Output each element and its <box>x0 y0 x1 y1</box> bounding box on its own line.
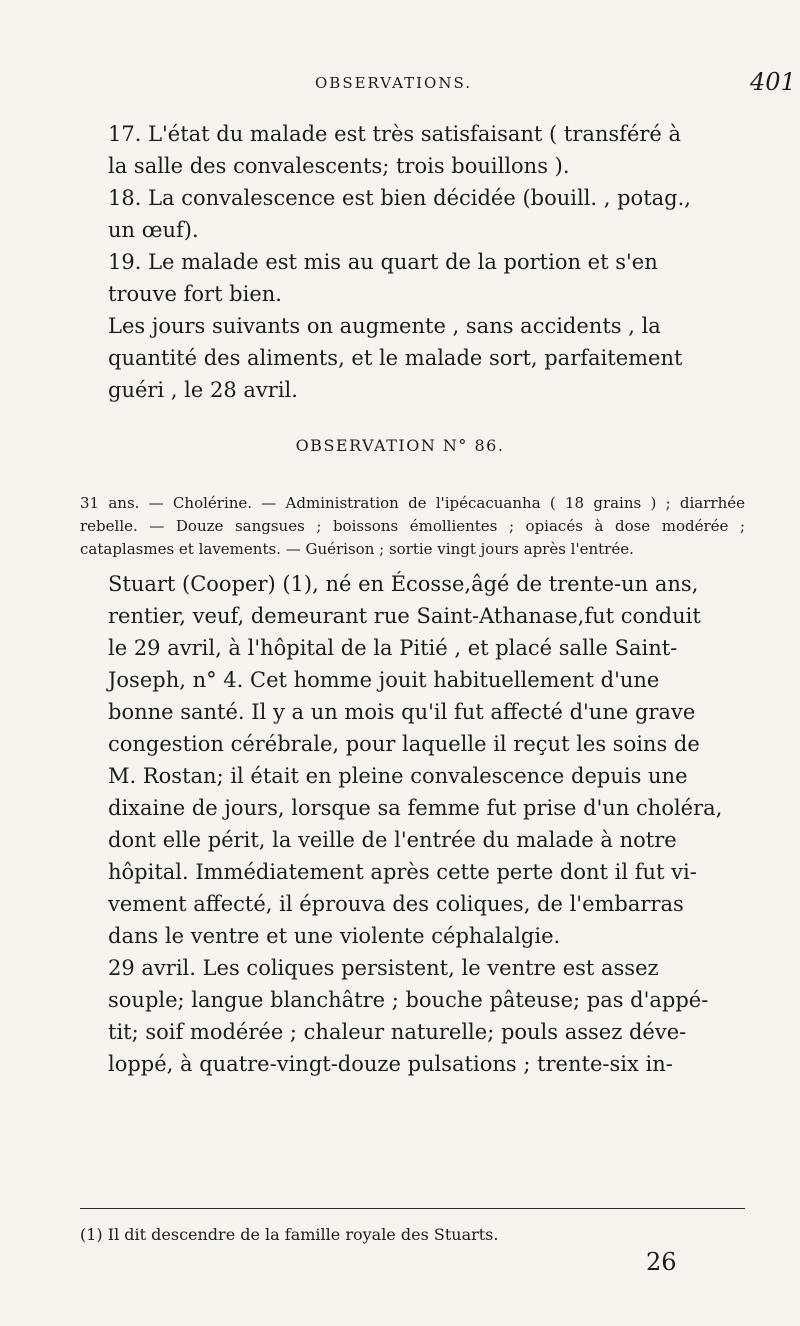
observation-heading: OBSERVATION N° 86. <box>295 436 505 455</box>
running-title: OBSERVATIONS. <box>315 74 472 92</box>
observation-summary: 31 ans. — Cholérine. — Administration de l'ipécacuanha ( 18 grains ) ; diarrhée rebelle. — Douze sangsues ; boissons émollientes ; opiacés à dose modérée ; cataplasmes et lavements. — Guérison ; sortie vingt jours après l'entrée. <box>80 494 745 558</box>
signature-mark: 26 <box>646 1248 677 1276</box>
page-number: 401 <box>750 68 796 96</box>
footnote-rule <box>80 1208 745 1209</box>
case-history-paragraph: Stuart (Cooper) (1), né en Écosse,âgé de trente-un ans, rentier, veuf, demeurant rue Saint-Athanase,fut conduit le 29 avril, à l'hôpital de la Pitié , et placé salle Saint- Joseph, n° 4. Cet homme jouit habituellement d'une bonne santé. Il y a un mois qu'il fut affecté d'une grave congestion cérébrale, pour laquelle il reçut les soins de M. Rostan; il était en pleine convalescence depuis une dixaine de jours, lorsque sa femme fut prise d'un choléra, dont elle périt, la veille de l'entrée du malade à notre hôpital. Immédiatement après cette perte dont il fut vi- vement affecté, il éprouva des coliques, de l'embarras dans le ventre et une violente céphalalgie. <box>108 572 723 948</box>
running-head <box>0 60 800 100</box>
april-29-paragraph: 29 avril. Les coliques persistent, le ventre est assez souple; langue blanchâtre ; bouche pâteuse; pas d'appé- tit; soif modérée ; chaleur naturelle; pouls assez déve- loppé, à quatre-vingt-douze pulsations ; trente-six in- <box>108 956 709 1076</box>
top-text-block <box>80 118 745 406</box>
paragraph-following-days: Les jours suivants on augmente , sans accidents , la quantité des aliments, et le malade sort, parfaitement guéri , le 28 avril. <box>108 314 683 402</box>
paragraph-17: 17. L'état du malade est très satisfaisant ( transféré à la salle des convalescents; trois bouillons ). <box>108 122 682 178</box>
footnote: (1) Il dit descendre de la famille royale des Stuarts. <box>80 1225 499 1244</box>
main-text-block <box>80 568 745 1080</box>
paragraph-18: 18. La convalescence est bien décidée (bouill. , potag., un œuf). <box>108 186 691 242</box>
paragraph-19: 19. Le malade est mis au quart de la portion et s'en trouve fort bien. <box>108 250 658 306</box>
